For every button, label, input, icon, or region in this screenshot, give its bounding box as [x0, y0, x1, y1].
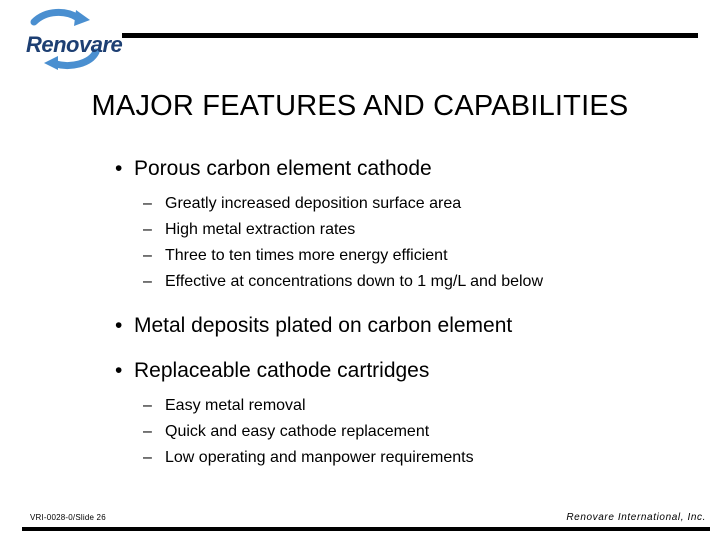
sub-bullet-item: – Effective at concentrations down to 1 mg/L and below	[143, 273, 544, 290]
header-rule	[122, 33, 698, 38]
sub-bullet-item: – Greatly increased deposition surface area	[143, 195, 462, 212]
bullet-text: Replaceable cathode cartridges	[134, 359, 430, 382]
bullet-group-1	[115, 157, 543, 295]
bullet-group-3	[115, 359, 474, 471]
sub-bullet-list	[143, 393, 474, 471]
bullet-group-2	[115, 314, 512, 338]
sub-bullet-text: High metal extraction rates	[165, 221, 356, 238]
sub-bullet-item: – Quick and easy cathode replacement	[143, 423, 430, 440]
bullet-text: Porous carbon element cathode	[134, 157, 432, 180]
footer-rule	[22, 527, 710, 531]
bullet-item: • Replaceable cathode cartridges	[115, 359, 430, 382]
sub-bullet-text: Greatly increased deposition surface area	[165, 195, 462, 212]
sub-bullet-text: Three to ten times more energy efficient	[165, 247, 448, 264]
company-logo	[12, 8, 123, 70]
sub-bullet-item: – Low operating and manpower requirements	[143, 449, 474, 466]
sub-bullet-text: Effective at concentrations down to 1 mg/L and below	[165, 273, 544, 290]
slide-id: VRI-0028-0/Slide 26	[30, 513, 106, 522]
sub-bullet-text: Easy metal removal	[165, 397, 306, 414]
sub-bullet-item: – High metal extraction rates	[143, 221, 356, 238]
logo-wordmark: Renovare	[26, 32, 123, 57]
sub-bullet-item: – Easy metal removal	[143, 397, 306, 414]
sub-bullet-text: Quick and easy cathode replacement	[165, 423, 430, 440]
slide-title: MAJOR FEATURES AND CAPABILITIES	[91, 90, 629, 122]
company-name: Renovare International, Inc.	[566, 512, 706, 523]
bullet-item: • Porous carbon element cathode	[115, 157, 432, 180]
sub-bullet-text: Low operating and manpower requirements	[165, 449, 474, 466]
bullet-text: Metal deposits plated on carbon element	[134, 314, 513, 337]
sub-bullet-list	[143, 191, 543, 295]
bullet-item: • Metal deposits plated on carbon element	[115, 314, 513, 337]
sub-bullet-item: – Three to ten times more energy efficient	[143, 247, 448, 264]
